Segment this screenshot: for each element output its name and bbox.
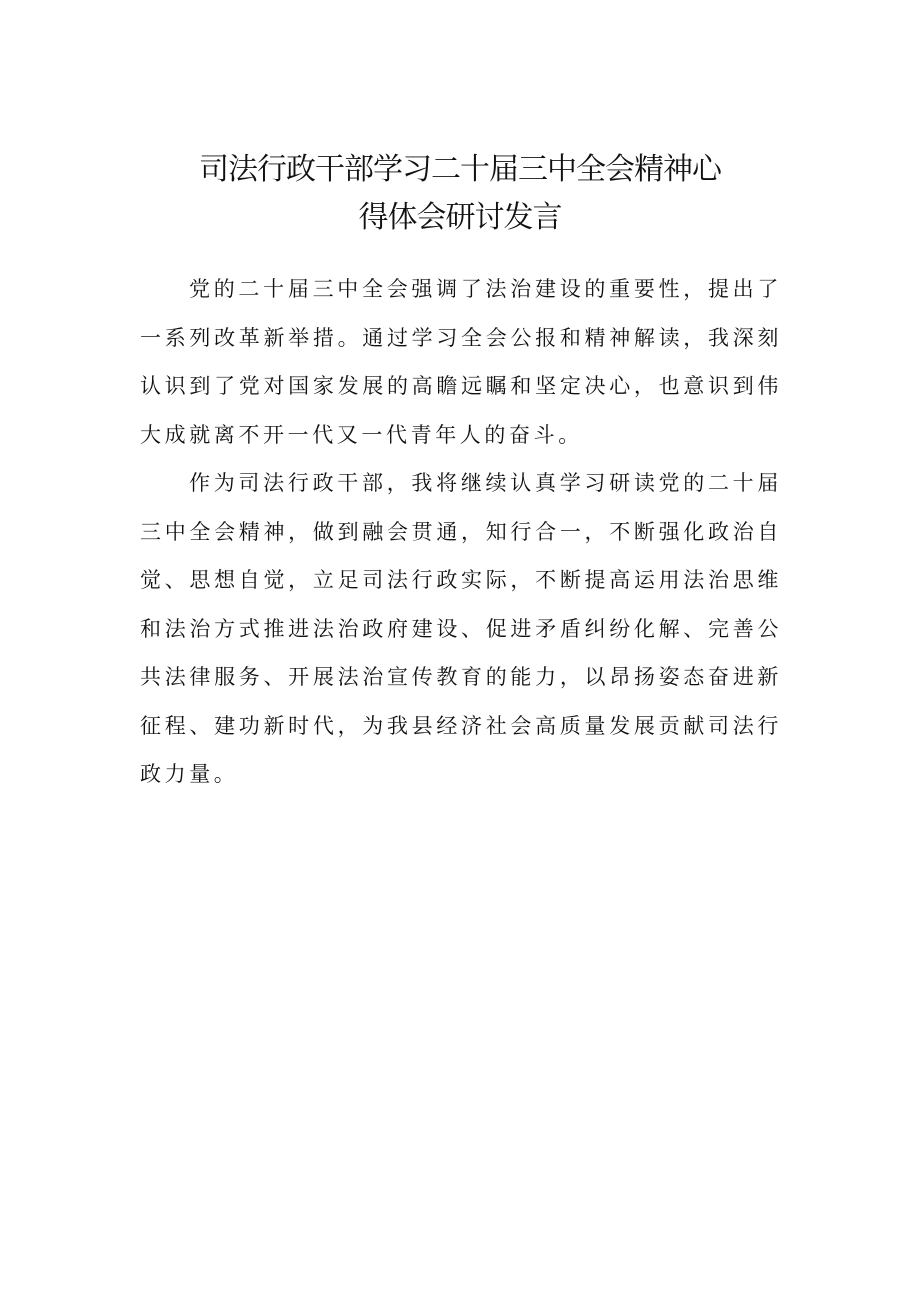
- paragraph-2: 作为司法行政干部，我将继续认真学习研读党的二十届三中全会精神，做到融会贯通，知行合一，不断强化政治自觉、思想自觉，立足司法行政实际，不断提高运用法治思维和法治方式推进法治政府建设、促进矛盾纠纷化解、完善公共法律服务、开展法治宣传教育的能力，以昂扬姿态奋进新征程、建功新时代，为我县经济社会高质量发展贡献司法行政力量。: [140, 471, 782, 786]
- document-body: [140, 265, 782, 799]
- title-line-1: 司法行政干部学习二十届三中全会精神心: [199, 152, 721, 187]
- document-title: [120, 146, 800, 242]
- title-line-2: 得体会研讨发言: [358, 200, 562, 235]
- paragraph-1: 党的二十届三中全会强调了法治建设的重要性，提出了一系列改革新举措。通过学习全会公报和精神解读，我深刻认识到了党对国家发展的高瞻远瞩和坚定决心，也意识到伟大成就离不开一代又一代青年人的奋斗。: [140, 277, 782, 447]
